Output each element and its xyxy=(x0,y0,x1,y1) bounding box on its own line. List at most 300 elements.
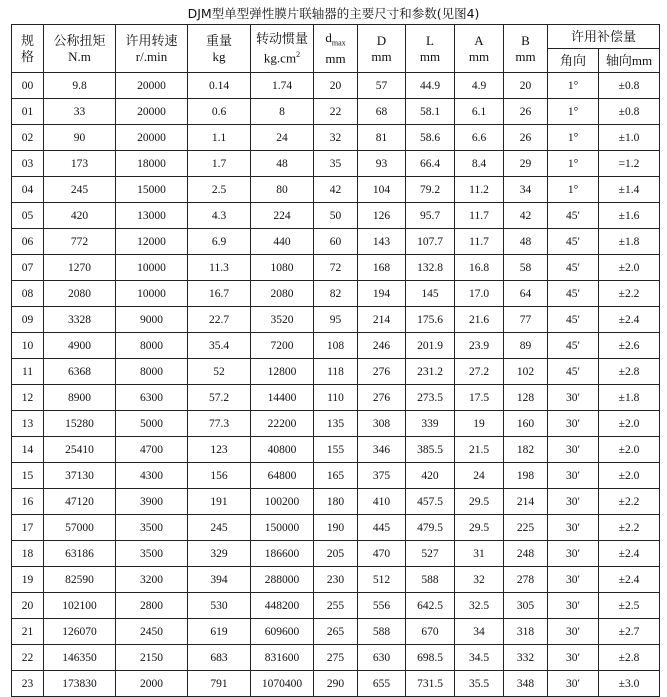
table-cell: =1.2 xyxy=(599,151,660,177)
table-cell: 346 xyxy=(358,437,406,463)
table-row xyxy=(12,567,660,593)
table-cell: 339 xyxy=(406,411,455,437)
table-cell: 470 xyxy=(358,541,406,567)
table-cell: 4900 xyxy=(44,333,116,359)
table-cell: ±2.0 xyxy=(599,255,660,281)
table-cell: 0.14 xyxy=(188,73,251,99)
table-cell: 255 xyxy=(314,593,358,619)
table-cell: 619 xyxy=(188,619,251,645)
table-cell: 276 xyxy=(358,359,406,385)
table-cell: 72 xyxy=(314,255,358,281)
table-cell: 108 xyxy=(314,333,358,359)
table-cell: 00 xyxy=(12,73,44,99)
table-row xyxy=(12,463,660,489)
table-cell: 290 xyxy=(314,671,358,697)
table-cell: 82590 xyxy=(44,567,116,593)
table-cell: 191 xyxy=(188,489,251,515)
table-cell: 02 xyxy=(12,125,44,151)
table-cell: 45′ xyxy=(548,333,599,359)
table-cell: 214 xyxy=(358,307,406,333)
table-cell: 30′ xyxy=(548,593,599,619)
table-cell: 8000 xyxy=(116,359,188,385)
table-cell: 3500 xyxy=(116,515,188,541)
table-cell: 19 xyxy=(455,411,504,437)
table-cell: 173 xyxy=(44,151,116,177)
table-row xyxy=(12,125,660,151)
table-cell: 11.3 xyxy=(188,255,251,281)
table-row xyxy=(12,385,660,411)
table-cell: 06 xyxy=(12,229,44,255)
table-cell: 57000 xyxy=(44,515,116,541)
table-cell: 29.5 xyxy=(455,489,504,515)
table-cell: 308 xyxy=(358,411,406,437)
table-cell: 45′ xyxy=(548,281,599,307)
table-cell: 609600 xyxy=(251,619,314,645)
table-cell: 683 xyxy=(188,645,251,671)
table-cell: 30′ xyxy=(548,619,599,645)
table-cell: 288000 xyxy=(251,567,314,593)
table-cell: 175.6 xyxy=(406,307,455,333)
table-cell: 2.5 xyxy=(188,177,251,203)
table-cell: 698.5 xyxy=(406,645,455,671)
table-cell: 66.4 xyxy=(406,151,455,177)
table-cell: 30′ xyxy=(548,437,599,463)
table-cell: 1.74 xyxy=(251,73,314,99)
table-cell: 128 xyxy=(504,385,548,411)
table-cell: 24 xyxy=(251,125,314,151)
table-cell: 224 xyxy=(251,203,314,229)
table-cell: 77 xyxy=(504,307,548,333)
table-cell: 14400 xyxy=(251,385,314,411)
table-cell: 22.7 xyxy=(188,307,251,333)
table-cell: ±0.8 xyxy=(599,99,660,125)
table-cell: 246 xyxy=(358,333,406,359)
table-cell: 20000 xyxy=(116,99,188,125)
table-cell: 32 xyxy=(314,125,358,151)
table-cell: ±2.2 xyxy=(599,515,660,541)
table-cell: 13000 xyxy=(116,203,188,229)
table-cell: 1° xyxy=(548,73,599,99)
table-row xyxy=(12,411,660,437)
table-cell: 3900 xyxy=(116,489,188,515)
table-cell: 4300 xyxy=(116,463,188,489)
table-cell: 30′ xyxy=(548,567,599,593)
table-cell: 245 xyxy=(44,177,116,203)
table-body xyxy=(12,73,660,697)
table-cell: 731.5 xyxy=(406,671,455,697)
table-cell: 448200 xyxy=(251,593,314,619)
table-cell: 16 xyxy=(12,489,44,515)
table-cell: 194 xyxy=(358,281,406,307)
table-cell: 22 xyxy=(314,99,358,125)
table-cell: 6.6 xyxy=(455,125,504,151)
table-cell: ±1.4 xyxy=(599,177,660,203)
table-cell: 29.5 xyxy=(455,515,504,541)
table-cell: 42 xyxy=(504,203,548,229)
header-B: B mm xyxy=(504,25,548,73)
table-cell: 375 xyxy=(358,463,406,489)
table-cell: 1070400 xyxy=(251,671,314,697)
table-cell: 123 xyxy=(188,437,251,463)
table-cell: 50 xyxy=(314,203,358,229)
table-cell: 1° xyxy=(548,99,599,125)
table-cell: 8.4 xyxy=(455,151,504,177)
table-cell: 1.7 xyxy=(188,151,251,177)
header-spec: 规 格 xyxy=(12,25,44,73)
header-angle: 角向 xyxy=(548,49,599,73)
header-torque: 公称扭矩 N.m xyxy=(44,25,116,73)
table-cell: ±2.2 xyxy=(599,281,660,307)
table-cell: 95.7 xyxy=(406,203,455,229)
table-cell: 15 xyxy=(12,463,44,489)
table-cell: 588 xyxy=(406,567,455,593)
table-cell: 791 xyxy=(188,671,251,697)
table-cell: 20000 xyxy=(116,73,188,99)
table-cell: 145 xyxy=(406,281,455,307)
table-cell: 90 xyxy=(44,125,116,151)
table-cell: 556 xyxy=(358,593,406,619)
table-cell: 19 xyxy=(12,567,44,593)
table-cell: 20000 xyxy=(116,125,188,151)
table-cell: 04 xyxy=(12,177,44,203)
table-cell: 45′ xyxy=(548,359,599,385)
table-cell: 230 xyxy=(314,567,358,593)
table-cell: 03 xyxy=(12,151,44,177)
table-cell: 30′ xyxy=(548,463,599,489)
table-cell: 33 xyxy=(44,99,116,125)
table-cell: 23 xyxy=(12,671,44,697)
table-cell: 34.5 xyxy=(455,645,504,671)
table-cell: 34 xyxy=(455,619,504,645)
table-cell: 64 xyxy=(504,281,548,307)
table-cell: ±2.8 xyxy=(599,645,660,671)
table-cell: 420 xyxy=(406,463,455,489)
table-cell: 20 xyxy=(314,73,358,99)
table-cell: 107.7 xyxy=(406,229,455,255)
table-cell: 25410 xyxy=(44,437,116,463)
table-row xyxy=(12,437,660,463)
table-cell: 05 xyxy=(12,203,44,229)
table-row xyxy=(12,203,660,229)
table-cell: ±2.2 xyxy=(599,489,660,515)
header-A: A mm xyxy=(455,25,504,73)
header-speed: 许用转速 r/.min xyxy=(116,25,188,73)
table-cell: 1° xyxy=(548,177,599,203)
table-cell: 79.2 xyxy=(406,177,455,203)
table-row xyxy=(12,359,660,385)
table-cell: 198 xyxy=(504,463,548,489)
table-cell: 1° xyxy=(548,125,599,151)
table-cell: 17.0 xyxy=(455,281,504,307)
table-cell: ±2.0 xyxy=(599,411,660,437)
table-cell: 2080 xyxy=(251,281,314,307)
table-row xyxy=(12,645,660,671)
table-cell: 265 xyxy=(314,619,358,645)
table-cell: 214 xyxy=(504,489,548,515)
table-cell: 205 xyxy=(314,541,358,567)
table-cell: 32 xyxy=(455,567,504,593)
table-cell: 2800 xyxy=(116,593,188,619)
table-cell: 3520 xyxy=(251,307,314,333)
table-cell: 410 xyxy=(358,489,406,515)
table-cell: 2000 xyxy=(116,671,188,697)
table-cell: 479.5 xyxy=(406,515,455,541)
table-cell: 527 xyxy=(406,541,455,567)
table-row xyxy=(12,671,660,697)
table-cell: 445 xyxy=(358,515,406,541)
table-cell: 329 xyxy=(188,541,251,567)
table-cell: 225 xyxy=(504,515,548,541)
table-cell: 57 xyxy=(358,73,406,99)
table-cell: 245 xyxy=(188,515,251,541)
table-cell: 93 xyxy=(358,151,406,177)
table-cell: 4.3 xyxy=(188,203,251,229)
table-row xyxy=(12,593,660,619)
table-cell: ±2.4 xyxy=(599,567,660,593)
table-cell: 165 xyxy=(314,463,358,489)
table-cell: 156 xyxy=(188,463,251,489)
table-cell: 60 xyxy=(314,229,358,255)
table-cell: 275 xyxy=(314,645,358,671)
table-cell: 394 xyxy=(188,567,251,593)
table-cell: ±2.0 xyxy=(599,463,660,489)
table-cell: 07 xyxy=(12,255,44,281)
table-cell: 772 xyxy=(44,229,116,255)
table-cell: ±2.4 xyxy=(599,541,660,567)
table-cell: 21.5 xyxy=(455,437,504,463)
table-row xyxy=(12,73,660,99)
table-cell: 68 xyxy=(358,99,406,125)
table-cell: 21 xyxy=(12,619,44,645)
table-cell: 3500 xyxy=(116,541,188,567)
table-cell: 126 xyxy=(358,203,406,229)
table-cell: ±1.6 xyxy=(599,203,660,229)
table-cell: 12000 xyxy=(116,229,188,255)
table-cell: 15000 xyxy=(116,177,188,203)
header-inertia: 转动惯量 $kg.cm^2$ xyxy=(251,25,314,73)
table-cell: 45′ xyxy=(548,255,599,281)
table-cell: 104 xyxy=(358,177,406,203)
table-cell: 118 xyxy=(314,359,358,385)
table-cell: 420 xyxy=(44,203,116,229)
table-cell: 201.9 xyxy=(406,333,455,359)
table-cell: 47120 xyxy=(44,489,116,515)
table-cell: 7200 xyxy=(251,333,314,359)
table-cell: 102100 xyxy=(44,593,116,619)
table-row xyxy=(12,229,660,255)
table-row xyxy=(12,255,660,281)
table-cell: 13 xyxy=(12,411,44,437)
table-cell: 45′ xyxy=(548,203,599,229)
table-cell: 831600 xyxy=(251,645,314,671)
table-cell: 670 xyxy=(406,619,455,645)
table-cell: 9.8 xyxy=(44,73,116,99)
table-cell: ±1.8 xyxy=(599,385,660,411)
table-cell: 12 xyxy=(12,385,44,411)
table-cell: 0.6 xyxy=(188,99,251,125)
table-cell: 348 xyxy=(504,671,548,697)
table-row xyxy=(12,151,660,177)
table-cell: 81 xyxy=(358,125,406,151)
table-cell: 12800 xyxy=(251,359,314,385)
table-cell: 150000 xyxy=(251,515,314,541)
table-cell: 440 xyxy=(251,229,314,255)
table-cell: 100200 xyxy=(251,489,314,515)
table-cell: 21.6 xyxy=(455,307,504,333)
header-dmax: $d_{max}$ mm xyxy=(314,25,358,73)
header-axial: 轴向mm xyxy=(599,49,660,73)
table-row xyxy=(12,307,660,333)
table-cell: 4700 xyxy=(116,437,188,463)
table-cell: 1080 xyxy=(251,255,314,281)
table-cell: ±2.4 xyxy=(599,307,660,333)
table-cell: ±2.7 xyxy=(599,619,660,645)
table-cell: 24 xyxy=(455,463,504,489)
table-cell: 77.3 xyxy=(188,411,251,437)
table-cell: 80 xyxy=(251,177,314,203)
table-cell: 3328 xyxy=(44,307,116,333)
table-cell: 630 xyxy=(358,645,406,671)
table-cell: ±2.0 xyxy=(599,437,660,463)
table-cell: 30′ xyxy=(548,411,599,437)
table-cell: 173830 xyxy=(44,671,116,697)
header-L: L mm xyxy=(406,25,455,73)
table-cell: 01 xyxy=(12,99,44,125)
table-cell: 82 xyxy=(314,281,358,307)
table-cell: 276 xyxy=(358,385,406,411)
table-cell: 35.5 xyxy=(455,671,504,697)
header-D: D mm xyxy=(358,25,406,73)
table-cell: 58.6 xyxy=(406,125,455,151)
table-cell: 42 xyxy=(314,177,358,203)
table-cell: 26 xyxy=(504,99,548,125)
table-cell: 45′ xyxy=(548,307,599,333)
table-row xyxy=(12,515,660,541)
table-cell: 40800 xyxy=(251,437,314,463)
table-cell: 15280 xyxy=(44,411,116,437)
header-compensation: 许用补偿量 xyxy=(548,25,660,49)
table-cell: 08 xyxy=(12,281,44,307)
table-cell: 27.2 xyxy=(455,359,504,385)
table-cell: 44.9 xyxy=(406,73,455,99)
table-cell: 278 xyxy=(504,567,548,593)
table-row xyxy=(12,281,660,307)
table-row xyxy=(12,333,660,359)
table-cell: 5000 xyxy=(116,411,188,437)
table-title: DJM型单型弹性膜片联轴器的主要尺寸和参数(见图4) xyxy=(187,6,480,21)
table-cell: 102 xyxy=(504,359,548,385)
table-cell: 512 xyxy=(358,567,406,593)
table-cell: 30′ xyxy=(548,671,599,697)
table-cell: 48 xyxy=(251,151,314,177)
table-cell: 231.2 xyxy=(406,359,455,385)
table-cell: ±3.0 xyxy=(599,671,660,697)
table-cell: 155 xyxy=(314,437,358,463)
table-cell: 63186 xyxy=(44,541,116,567)
table-cell: 48 xyxy=(504,229,548,255)
header-weight: 重量 kg xyxy=(188,25,251,73)
table-cell: 186600 xyxy=(251,541,314,567)
table-cell: 95 xyxy=(314,307,358,333)
table-cell: 11.7 xyxy=(455,229,504,255)
table-cell: 10 xyxy=(12,333,44,359)
table-cell: 6.9 xyxy=(188,229,251,255)
table-cell: 30′ xyxy=(548,385,599,411)
table-cell: 35.4 xyxy=(188,333,251,359)
table-cell: 2150 xyxy=(116,645,188,671)
table-cell: 29 xyxy=(504,151,548,177)
table-cell: 457.5 xyxy=(406,489,455,515)
table-cell: 8000 xyxy=(116,333,188,359)
table-cell: 160 xyxy=(504,411,548,437)
table-cell: 11.2 xyxy=(455,177,504,203)
table-cell: 8 xyxy=(251,99,314,125)
table-cell: 132.8 xyxy=(406,255,455,281)
table-cell: 588 xyxy=(358,619,406,645)
table-cell: 530 xyxy=(188,593,251,619)
table-cell: 135 xyxy=(314,411,358,437)
table-cell: 182 xyxy=(504,437,548,463)
table-cell: 20 xyxy=(504,73,548,99)
table-cell: 3200 xyxy=(116,567,188,593)
table-cell: ±2.5 xyxy=(599,593,660,619)
table-cell: 10000 xyxy=(116,255,188,281)
table-cell: 655 xyxy=(358,671,406,697)
table-cell: 45′ xyxy=(548,229,599,255)
table-row xyxy=(12,541,660,567)
table-cell: 18000 xyxy=(116,151,188,177)
table-cell: 11.7 xyxy=(455,203,504,229)
table-cell: 1.1 xyxy=(188,125,251,151)
table-cell: 332 xyxy=(504,645,548,671)
table-cell: 248 xyxy=(504,541,548,567)
table-cell: 58 xyxy=(504,255,548,281)
table-cell: 64800 xyxy=(251,463,314,489)
table-cell: ±0.8 xyxy=(599,73,660,99)
table-cell: ±2.8 xyxy=(599,359,660,385)
table-cell: 14 xyxy=(12,437,44,463)
table-cell: ±2.6 xyxy=(599,333,660,359)
table-cell: 318 xyxy=(504,619,548,645)
table-cell: 2450 xyxy=(116,619,188,645)
table-cell: 09 xyxy=(12,307,44,333)
table-cell: 52 xyxy=(188,359,251,385)
table-cell: 4.9 xyxy=(455,73,504,99)
table-cell: 190 xyxy=(314,515,358,541)
table-cell: 143 xyxy=(358,229,406,255)
table-cell: 22 xyxy=(12,645,44,671)
table-cell: 30′ xyxy=(548,645,599,671)
table-cell: 180 xyxy=(314,489,358,515)
table-cell: 22200 xyxy=(251,411,314,437)
table-cell: 57.2 xyxy=(188,385,251,411)
table-cell: 6300 xyxy=(116,385,188,411)
table-cell: 16.8 xyxy=(455,255,504,281)
table-cell: 126070 xyxy=(44,619,116,645)
table-cell: 32.5 xyxy=(455,593,504,619)
coupling-spec-table xyxy=(11,24,660,697)
table-cell: 9000 xyxy=(116,307,188,333)
table-cell: 168 xyxy=(358,255,406,281)
table-cell: ±1.8 xyxy=(599,229,660,255)
table-cell: 305 xyxy=(504,593,548,619)
table-cell: 89 xyxy=(504,333,548,359)
table-cell: 10000 xyxy=(116,281,188,307)
table-row xyxy=(12,489,660,515)
table-cell: 6.1 xyxy=(455,99,504,125)
table-cell: 16.7 xyxy=(188,281,251,307)
table-cell: 1270 xyxy=(44,255,116,281)
